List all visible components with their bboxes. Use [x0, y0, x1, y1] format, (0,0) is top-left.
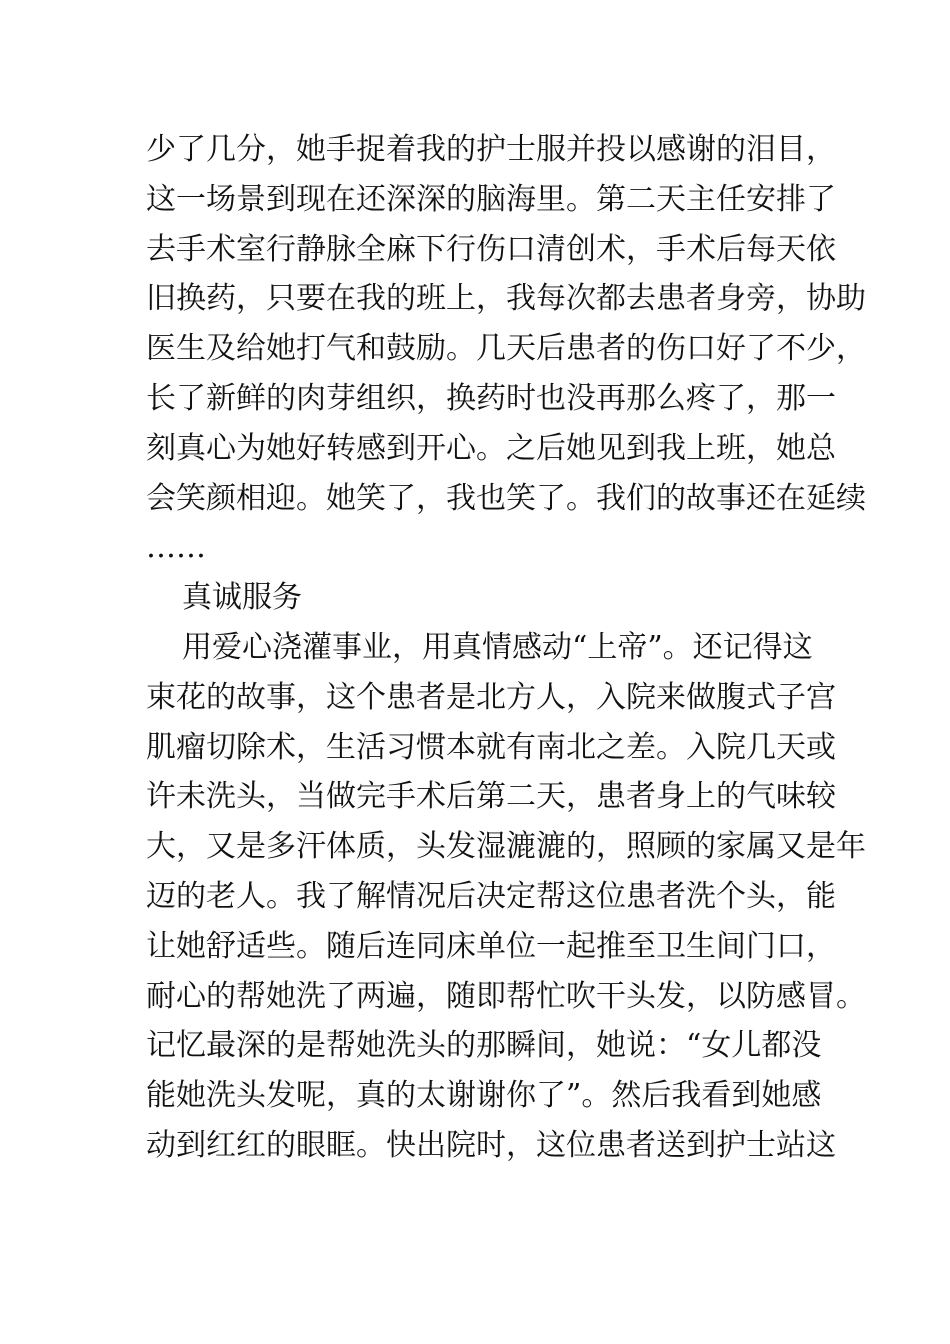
text-line: 刻真心为她好转感到开心。之后她见到我上班，她总	[146, 430, 836, 466]
section-heading: 真诚服务	[182, 580, 302, 616]
text-line: 这一场景到现在还深深的脑海里。第二天主任安排了	[146, 181, 836, 217]
text-line: 医生及给她打气和鼓励。几天后患者的伤口好了不少，	[146, 331, 866, 367]
text-line: 许未洗头，当做完手术后第二天，患者身上的气味较	[146, 779, 836, 815]
text-line: 让她舒适些。随后连同床单位一起推至卫生间门口，	[146, 928, 836, 964]
text-line: 束花的故事，这个患者是北方人，入院来做腹式子宫	[146, 679, 836, 715]
text-line: 少了几分，她手捉着我的护士服并投以感谢的泪目，	[146, 132, 836, 167]
text-line: 旧换药，只要在我的班上，我每次都去患者身旁，协助	[146, 281, 866, 317]
body-text	[146, 125, 866, 1171]
text-line: 会笑颜相迎。她笑了，我也笑了。我们的故事还在延续	[146, 480, 866, 516]
text-line: 长了新鲜的肉芽组织，换药时也没再那么疼了，那一	[146, 380, 836, 416]
text-line: 用爱心浇灌事业，用真情感动“上帝”。还记得这	[182, 629, 813, 665]
text-line: 大，又是多汗体质，头发湿漉漉的，照顾的家属又是年	[146, 829, 866, 865]
text-line: 动到红红的眼眶。快出院时，这位患者送到护士站这	[146, 1127, 836, 1163]
text-line: 能她洗头发呢，真的太谢谢你了”。然后我看到她感	[146, 1078, 822, 1114]
text-line: 去手术室行静脉全麻下行伤口清创术，手术后每天依	[146, 231, 836, 267]
text-line: 迈的老人。我了解情况后决定帮这位患者洗个头，能	[146, 878, 836, 914]
text-line: 记忆最深的是帮她洗头的那瞬间，她说：“女儿都没	[146, 1028, 822, 1064]
text-line: ……	[146, 530, 206, 566]
text-line: 肌瘤切除术，生活习惯本就有南北之差。入院几天或	[146, 729, 836, 765]
text-line: 耐心的帮她洗了两遍，随即帮忙吹干头发，以防感冒。	[146, 978, 866, 1014]
